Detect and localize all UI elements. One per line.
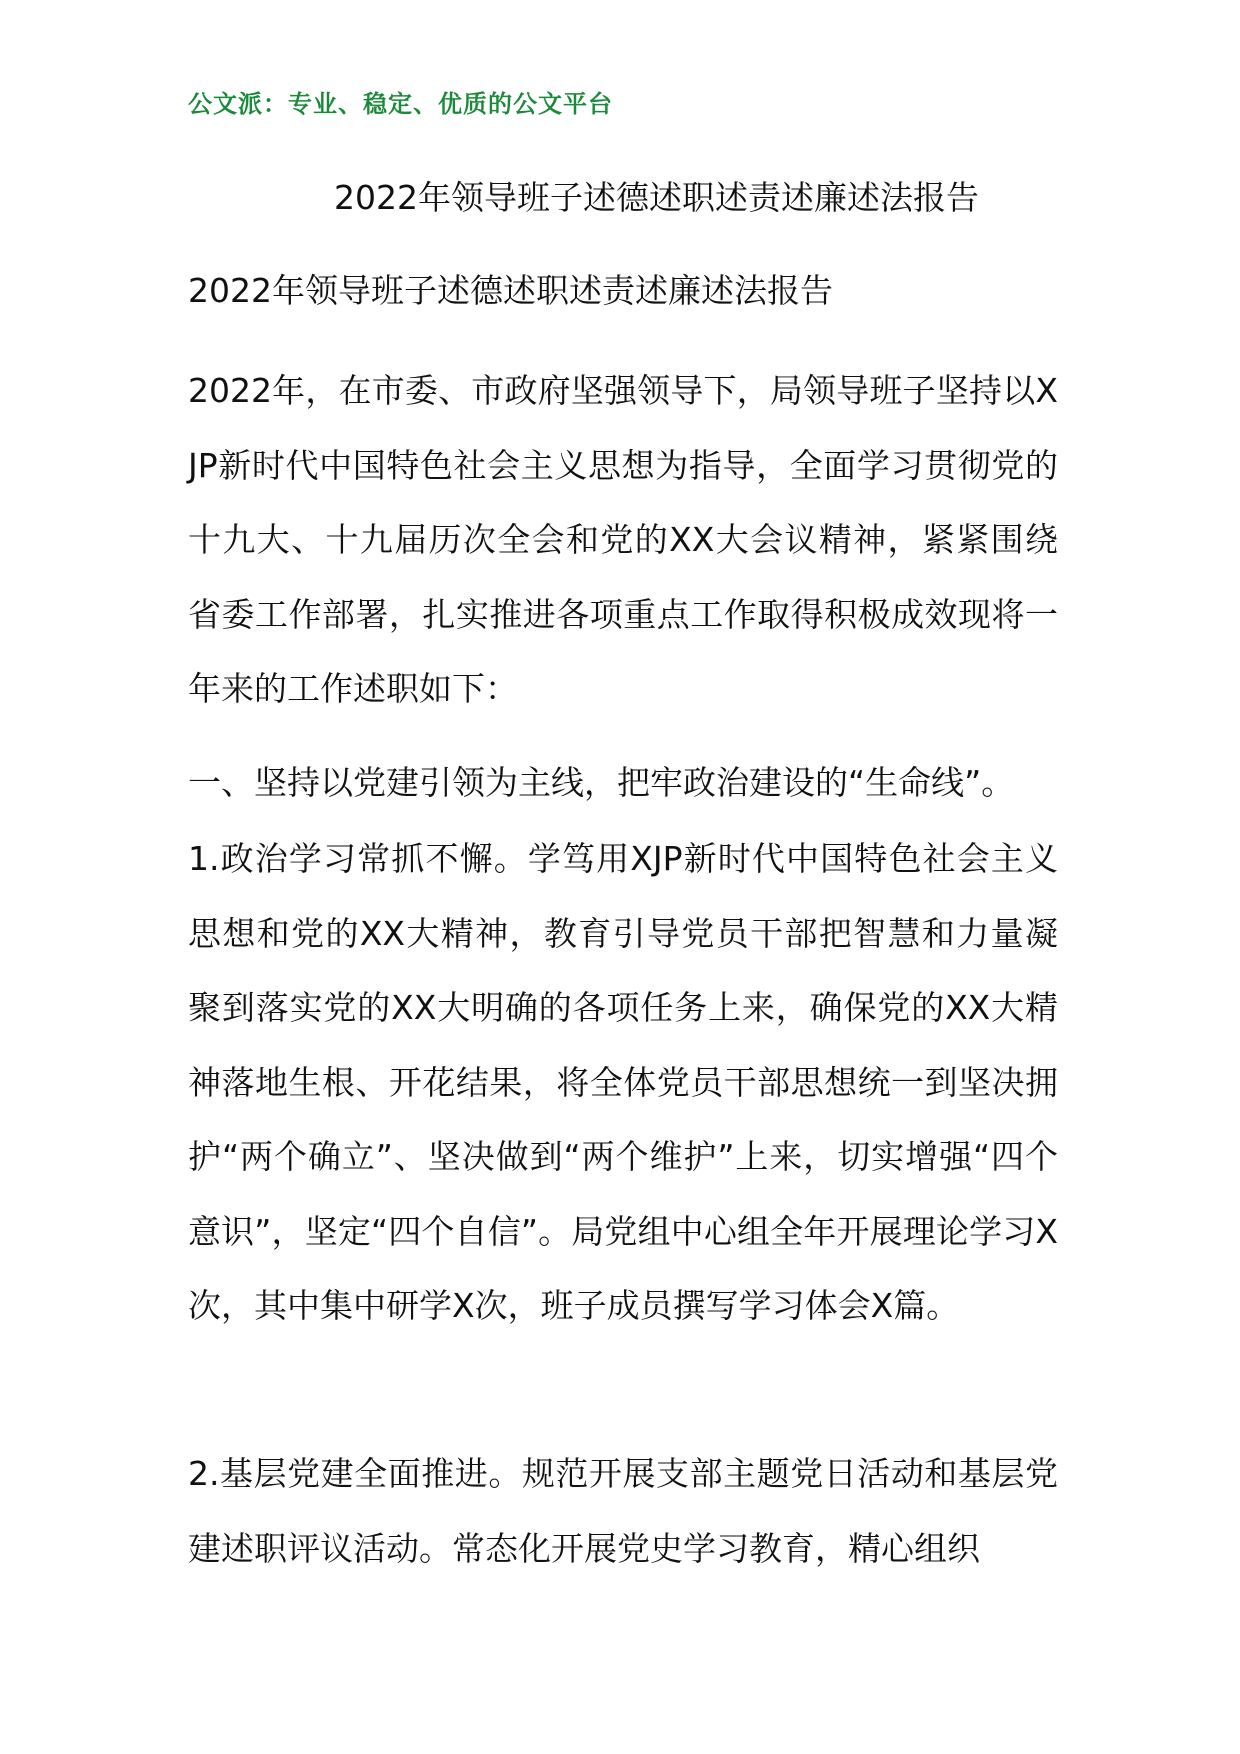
brand-header[interactable]: 公文派：专业、稳定、优质的公文平台: [188, 90, 613, 118]
page-title: 2022年领导班子述德述职述责述廉述法报告: [334, 178, 979, 217]
section-heading: 一、坚持以党建引领为主线，把牢政治建设的“生命线”。: [188, 763, 1015, 802]
intro-paragraph: 2022年，在市委、市政府坚强领导下，局领导班子坚持以XJP新时代中国特色社会主义思想为指导，全面学习贯彻党的十九大、十九届历次全会和党的XX大会议精神，紧紧围绕省委工作部署，扎实推进各项重点工作取得积极成效现将一年来的工作述职如下：: [188, 371, 1058, 708]
body-paragraph: 2.基层党建全面推进。规范开展支部主题党日活动和基层党建述职评议活动。常态化开展党史学习教育，精心组织: [188, 1454, 1058, 1568]
body-paragraph: 1.政治学习常抓不懈。学笃用XJP新时代中国特色社会主义思想和党的XX大精神，教育引导党员干部把智慧和力量凝聚到落实党的XX大明确的各项任务上来，确保党的XX大精神落地生根、开花结果，将全体党员干部思想统一到坚决拥护“两个确立”、坚决做到“两个维护”上来，切实增强“四个意识”，坚定“四个自信”。局党组中心组全年开展理论学习X次，其中集中研学X次，班子成员撰写学习体会X篇。: [188, 839, 1058, 1325]
document-subtitle: 2022年领导班子述德述职述责述廉述法报告: [188, 271, 833, 310]
